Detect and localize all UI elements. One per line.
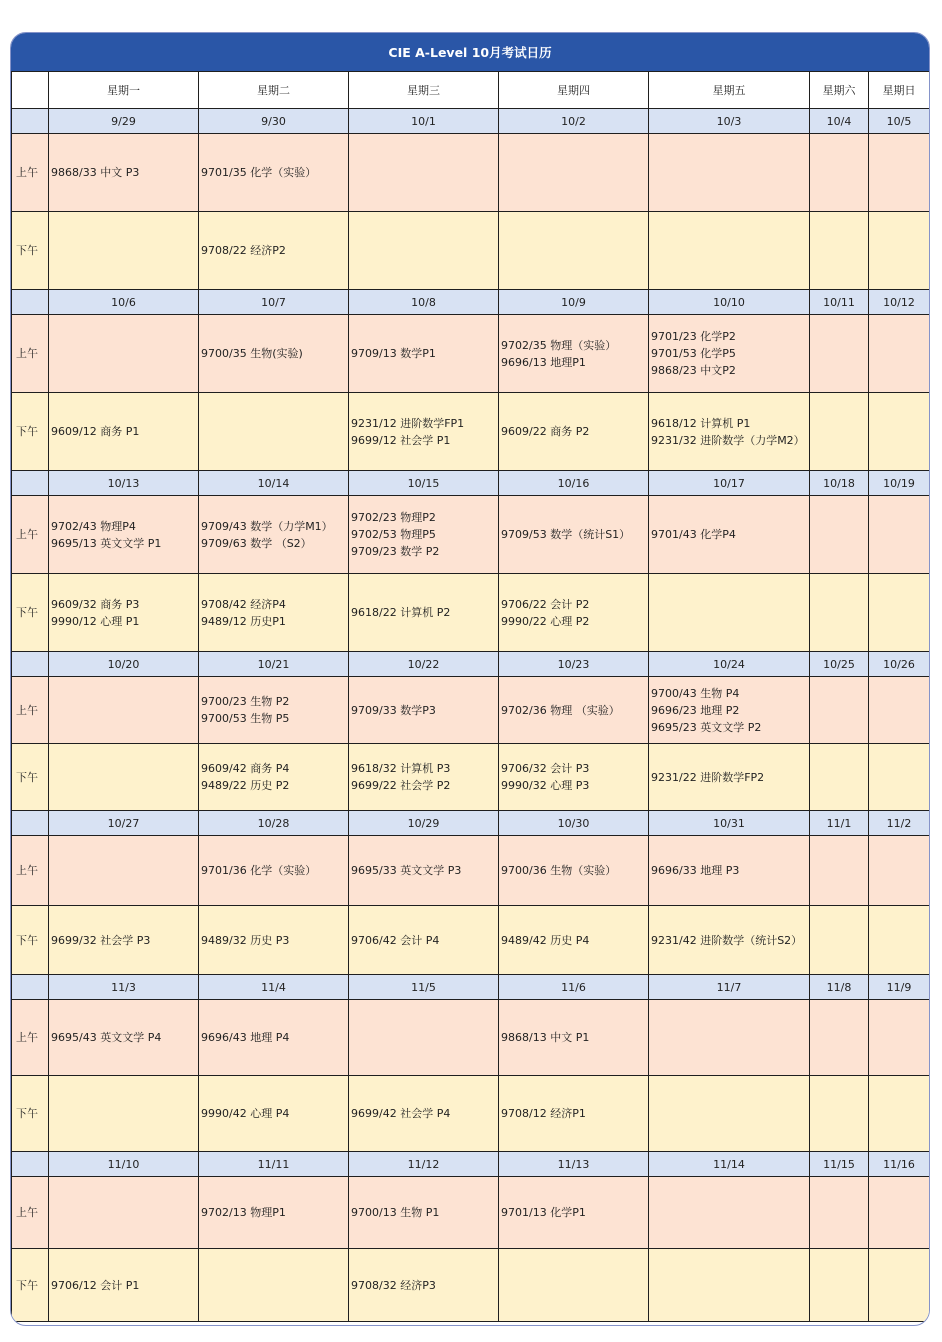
exam-entry: 9701/36 化学（实验） <box>201 864 317 877</box>
weekday-tue: 星期二 <box>199 72 349 109</box>
period-label: 下午 <box>12 393 49 471</box>
period-label: 下午 <box>12 212 49 290</box>
date-cell: 11/1 <box>810 811 869 836</box>
exam-entry: 9708/22 经济P2 <box>201 244 286 257</box>
pm-row <box>12 744 930 811</box>
exam-cell <box>199 1000 349 1076</box>
exam-cell <box>499 744 649 811</box>
exam-cell <box>499 1076 649 1152</box>
pm-row <box>12 574 930 652</box>
exam-entry: 9701/43 化学P4 <box>651 528 736 541</box>
date-row-blank <box>12 290 49 315</box>
exam-entry: 9231/22 进阶数学FP2 <box>651 770 765 784</box>
exam-entry: 9699/22 社会学 P2 <box>351 779 451 792</box>
exam-cell <box>810 1076 869 1152</box>
date-cell: 10/26 <box>869 652 930 677</box>
exam-entry: 9990/22 心理 P2 <box>501 614 590 628</box>
exam-cell <box>199 134 349 212</box>
exam-entry: 9702/53 物理P5 <box>351 528 436 541</box>
exam-cell <box>199 744 349 811</box>
exam-cell <box>349 1177 499 1249</box>
date-cell: 10/17 <box>649 471 810 496</box>
date-cell: 10/14 <box>199 471 349 496</box>
exam-entry: 9231/12 进阶数学FP1 <box>351 416 465 430</box>
exam-calendar <box>10 32 930 1326</box>
period-label: 下午 <box>12 1249 49 1322</box>
exam-entry: 9695/33 英文文学 P3 <box>351 864 462 877</box>
exam-cell <box>869 393 930 471</box>
date-cell: 10/5 <box>869 109 930 134</box>
exam-entry: 9700/13 生物 P1 <box>351 1206 440 1219</box>
date-cell: 11/3 <box>49 975 199 1000</box>
date-cell: 10/13 <box>49 471 199 496</box>
exam-cell <box>649 496 810 574</box>
exam-entry: 9709/23 数学 P2 <box>351 545 440 558</box>
date-cell: 10/23 <box>499 652 649 677</box>
exam-cell <box>649 1000 810 1076</box>
period-label: 上午 <box>12 134 49 212</box>
exam-cell <box>649 1249 810 1322</box>
exam-entry: 9708/32 经济P3 <box>351 1278 436 1292</box>
exam-entry: 9696/23 地理 P2 <box>651 703 740 717</box>
exam-entry: 9695/43 英文文学 P4 <box>51 1031 162 1044</box>
date-cell: 10/3 <box>649 109 810 134</box>
exam-cell <box>199 212 349 290</box>
exam-cell <box>199 315 349 393</box>
exam-entry: 9699/32 社会学 P3 <box>51 933 151 947</box>
exam-cell <box>869 1076 930 1152</box>
exam-entry: 9708/42 经济P4 <box>201 597 286 611</box>
exam-entry: 9868/33 中文 P3 <box>51 166 140 179</box>
am-row <box>12 496 930 574</box>
exam-entry: 9702/43 物理P4 <box>51 519 136 533</box>
date-row <box>12 290 930 315</box>
exam-cell <box>810 906 869 975</box>
exam-cell <box>499 836 649 906</box>
period-label: 下午 <box>12 574 49 652</box>
exam-entry: 9231/42 进阶数学（统计S2） <box>651 933 803 947</box>
exam-cell <box>49 1000 199 1076</box>
exam-entry: 9708/12 经济P1 <box>501 1107 586 1120</box>
exam-cell <box>869 134 930 212</box>
exam-entry: 9695/23 英文文学 P2 <box>651 720 762 734</box>
exam-entry: 9489/32 历史 P3 <box>201 933 290 947</box>
date-cell: 10/21 <box>199 652 349 677</box>
exam-cell <box>49 836 199 906</box>
exam-entry: 9699/42 社会学 P4 <box>351 1107 451 1120</box>
exam-entry: 9706/22 会计 P2 <box>501 597 590 611</box>
exam-cell <box>349 315 499 393</box>
pm-row <box>12 906 930 975</box>
exam-cell <box>349 574 499 652</box>
am-row <box>12 134 930 212</box>
exam-cell <box>199 1177 349 1249</box>
date-cell: 10/8 <box>349 290 499 315</box>
exam-entry: 9700/23 生物 P2 <box>201 695 290 708</box>
exam-cell <box>649 1177 810 1249</box>
date-cell: 11/7 <box>649 975 810 1000</box>
exam-cell <box>199 496 349 574</box>
period-label: 上午 <box>12 315 49 393</box>
exam-entry: 9701/35 化学（实验） <box>201 166 317 179</box>
exam-cell <box>810 744 869 811</box>
period-label: 上午 <box>12 1177 49 1249</box>
exam-entry: 9609/22 商务 P2 <box>501 425 590 438</box>
date-cell: 10/2 <box>499 109 649 134</box>
exam-cell <box>499 212 649 290</box>
date-row <box>12 652 930 677</box>
exam-cell <box>869 496 930 574</box>
exam-entry: 9618/32 计算机 P3 <box>351 762 451 775</box>
date-cell: 11/6 <box>499 975 649 1000</box>
exam-cell <box>349 906 499 975</box>
exam-cell <box>649 393 810 471</box>
exam-entry: 9700/53 生物 P5 <box>201 712 290 725</box>
date-cell: 10/27 <box>49 811 199 836</box>
date-cell: 10/4 <box>810 109 869 134</box>
date-row-blank <box>12 471 49 496</box>
exam-cell <box>499 134 649 212</box>
exam-cell <box>869 906 930 975</box>
exam-entry: 9709/33 数学P3 <box>351 703 436 717</box>
exam-cell <box>199 1076 349 1152</box>
exam-cell <box>499 906 649 975</box>
exam-entry: 9709/13 数学P1 <box>351 347 436 360</box>
exam-entry: 9609/32 商务 P3 <box>51 597 140 611</box>
exam-entry: 9702/13 物理P1 <box>201 1206 286 1219</box>
exam-entry: 9696/43 地理 P4 <box>201 1031 290 1044</box>
exam-cell <box>349 744 499 811</box>
date-cell: 11/5 <box>349 975 499 1000</box>
exam-cell <box>810 1249 869 1322</box>
exam-entry: 9701/13 化学P1 <box>501 1206 586 1219</box>
date-cell: 11/15 <box>810 1152 869 1177</box>
weekday-fri: 星期五 <box>649 72 810 109</box>
exam-cell <box>49 677 199 744</box>
exam-entry: 9489/42 历史 P4 <box>501 933 590 947</box>
exam-entry: 9700/35 生物(实验) <box>201 347 303 360</box>
exam-cell <box>810 496 869 574</box>
exam-entry: 9609/42 商务 P4 <box>201 762 290 775</box>
date-cell: 11/14 <box>649 1152 810 1177</box>
date-cell: 10/29 <box>349 811 499 836</box>
exam-entry: 9701/53 化学P5 <box>651 347 736 360</box>
exam-entry: 9489/12 历史P1 <box>201 614 286 628</box>
exam-cell <box>199 1249 349 1322</box>
pm-row <box>12 1076 930 1152</box>
exam-entry: 9618/22 计算机 P2 <box>351 606 451 619</box>
exam-cell <box>499 496 649 574</box>
date-cell: 10/19 <box>869 471 930 496</box>
exam-cell <box>49 134 199 212</box>
exam-cell <box>810 677 869 744</box>
exam-cell <box>349 836 499 906</box>
exam-entry: 9699/12 社会学 P1 <box>351 433 451 447</box>
exam-cell <box>349 393 499 471</box>
exam-cell <box>199 393 349 471</box>
date-cell: 10/15 <box>349 471 499 496</box>
calendar-body <box>12 72 930 1322</box>
date-row <box>12 975 930 1000</box>
date-cell: 10/6 <box>49 290 199 315</box>
exam-entry: 9709/63 数学 （S2） <box>201 536 312 550</box>
calendar-table <box>11 71 930 1322</box>
exam-cell <box>349 496 499 574</box>
exam-entry: 9702/23 物理P2 <box>351 511 436 524</box>
date-row-blank <box>12 811 49 836</box>
period-label: 上午 <box>12 1000 49 1076</box>
exam-cell <box>499 1177 649 1249</box>
exam-entry: 9702/35 物理（实验） <box>501 338 617 352</box>
date-row <box>12 1152 930 1177</box>
date-cell: 11/13 <box>499 1152 649 1177</box>
weekday-mon: 星期一 <box>49 72 199 109</box>
exam-entry: 9700/36 生物（实验） <box>501 864 617 877</box>
exam-entry: 9700/43 生物 P4 <box>651 686 740 700</box>
exam-entry: 9990/32 心理 P3 <box>501 779 590 792</box>
date-cell: 10/30 <box>499 811 649 836</box>
period-label: 下午 <box>12 744 49 811</box>
am-row <box>12 677 930 744</box>
exam-cell <box>810 574 869 652</box>
exam-cell <box>810 212 869 290</box>
exam-cell <box>49 212 199 290</box>
exam-cell <box>869 1000 930 1076</box>
exam-entry: 9706/32 会计 P3 <box>501 762 590 775</box>
exam-entry: 9696/33 地理 P3 <box>651 864 740 877</box>
exam-cell <box>810 1000 869 1076</box>
period-label: 下午 <box>12 1076 49 1152</box>
period-label: 上午 <box>12 496 49 574</box>
date-cell: 11/16 <box>869 1152 930 1177</box>
exam-cell <box>49 906 199 975</box>
exam-cell <box>649 836 810 906</box>
weekday-corner <box>12 72 49 109</box>
exam-cell <box>49 315 199 393</box>
date-row <box>12 109 930 134</box>
exam-cell <box>810 836 869 906</box>
weekday-thu: 星期四 <box>499 72 649 109</box>
exam-cell <box>49 1076 199 1152</box>
weekday-sat: 星期六 <box>810 72 869 109</box>
am-row <box>12 315 930 393</box>
exam-cell <box>49 1177 199 1249</box>
weekday-header-row <box>12 72 930 109</box>
exam-entry: 9618/12 计算机 P1 <box>651 416 751 430</box>
date-row-blank <box>12 109 49 134</box>
date-cell: 9/30 <box>199 109 349 134</box>
date-cell: 11/10 <box>49 1152 199 1177</box>
weekday-sun: 星期日 <box>869 72 930 109</box>
exam-cell <box>810 134 869 212</box>
exam-cell <box>499 574 649 652</box>
exam-entry: 9868/13 中文 P1 <box>501 1031 590 1044</box>
exam-cell <box>349 134 499 212</box>
date-cell: 11/4 <box>199 975 349 1000</box>
exam-cell <box>499 1249 649 1322</box>
exam-cell <box>349 212 499 290</box>
exam-cell <box>649 677 810 744</box>
exam-cell <box>649 134 810 212</box>
exam-cell <box>649 906 810 975</box>
calendar-title: CIE A-Level 10月考试日历 <box>11 33 929 71</box>
date-cell: 11/12 <box>349 1152 499 1177</box>
exam-entry: 9709/43 数学（力学M1） <box>201 519 333 533</box>
exam-entry: 9695/13 英文文学 P1 <box>51 536 162 550</box>
exam-cell <box>199 677 349 744</box>
weekday-wed: 星期三 <box>349 72 499 109</box>
date-cell: 11/9 <box>869 975 930 1000</box>
date-row-blank <box>12 652 49 677</box>
exam-cell <box>349 1076 499 1152</box>
exam-cell <box>810 1177 869 1249</box>
exam-entry: 9696/13 地理P1 <box>501 355 586 369</box>
date-cell: 10/1 <box>349 109 499 134</box>
exam-cell <box>499 1000 649 1076</box>
exam-cell <box>649 574 810 652</box>
date-row <box>12 471 930 496</box>
date-cell: 10/28 <box>199 811 349 836</box>
date-cell: 10/25 <box>810 652 869 677</box>
exam-cell <box>199 574 349 652</box>
date-cell: 10/22 <box>349 652 499 677</box>
date-row-blank <box>12 1152 49 1177</box>
exam-cell <box>349 1249 499 1322</box>
period-label: 下午 <box>12 906 49 975</box>
date-cell: 10/11 <box>810 290 869 315</box>
exam-cell <box>869 574 930 652</box>
exam-entry: 9702/36 物理 （实验） <box>501 703 620 717</box>
exam-cell <box>349 1000 499 1076</box>
exam-cell <box>869 212 930 290</box>
am-row <box>12 836 930 906</box>
exam-cell <box>649 212 810 290</box>
period-label: 上午 <box>12 836 49 906</box>
exam-cell <box>349 677 499 744</box>
exam-entry: 9868/23 中文P2 <box>651 364 736 377</box>
exam-cell <box>199 906 349 975</box>
date-cell: 9/29 <box>49 109 199 134</box>
date-cell: 10/10 <box>649 290 810 315</box>
exam-cell <box>199 836 349 906</box>
exam-cell <box>869 744 930 811</box>
exam-cell <box>49 496 199 574</box>
am-row <box>12 1177 930 1249</box>
date-row-blank <box>12 975 49 1000</box>
exam-cell <box>869 315 930 393</box>
date-cell: 10/31 <box>649 811 810 836</box>
exam-cell <box>869 1177 930 1249</box>
exam-cell <box>649 315 810 393</box>
exam-cell <box>49 1249 199 1322</box>
pm-row <box>12 1249 930 1322</box>
exam-entry: 9990/42 心理 P4 <box>201 1107 290 1120</box>
exam-cell <box>649 744 810 811</box>
date-cell: 11/8 <box>810 975 869 1000</box>
exam-entry: 9706/12 会计 P1 <box>51 1278 140 1292</box>
date-cell: 10/20 <box>49 652 199 677</box>
exam-cell <box>869 677 930 744</box>
date-row <box>12 811 930 836</box>
exam-cell <box>49 393 199 471</box>
exam-entry: 9489/22 历史 P2 <box>201 779 290 792</box>
exam-entry: 9706/42 会计 P4 <box>351 933 440 947</box>
am-row <box>12 1000 930 1076</box>
exam-entry: 9609/12 商务 P1 <box>51 425 140 438</box>
exam-cell <box>869 1249 930 1322</box>
exam-entry: 9701/23 化学P2 <box>651 330 736 343</box>
date-cell: 10/7 <box>199 290 349 315</box>
exam-cell <box>869 836 930 906</box>
exam-cell <box>499 677 649 744</box>
date-cell: 11/2 <box>869 811 930 836</box>
exam-cell <box>499 393 649 471</box>
date-cell: 10/18 <box>810 471 869 496</box>
pm-row <box>12 212 930 290</box>
date-cell: 10/9 <box>499 290 649 315</box>
exam-entry: 9709/53 数学（统计S1） <box>501 528 631 541</box>
date-cell: 11/11 <box>199 1152 349 1177</box>
exam-cell <box>649 1076 810 1152</box>
date-cell: 10/16 <box>499 471 649 496</box>
exam-cell <box>810 315 869 393</box>
exam-cell <box>810 393 869 471</box>
date-cell: 10/12 <box>869 290 930 315</box>
exam-entry: 9231/32 进阶数学（力学M2） <box>651 433 805 447</box>
date-cell: 10/24 <box>649 652 810 677</box>
exam-cell <box>499 315 649 393</box>
exam-cell <box>49 574 199 652</box>
exam-entry: 9990/12 心理 P1 <box>51 614 140 628</box>
exam-cell <box>49 744 199 811</box>
period-label: 上午 <box>12 677 49 744</box>
pm-row <box>12 393 930 471</box>
